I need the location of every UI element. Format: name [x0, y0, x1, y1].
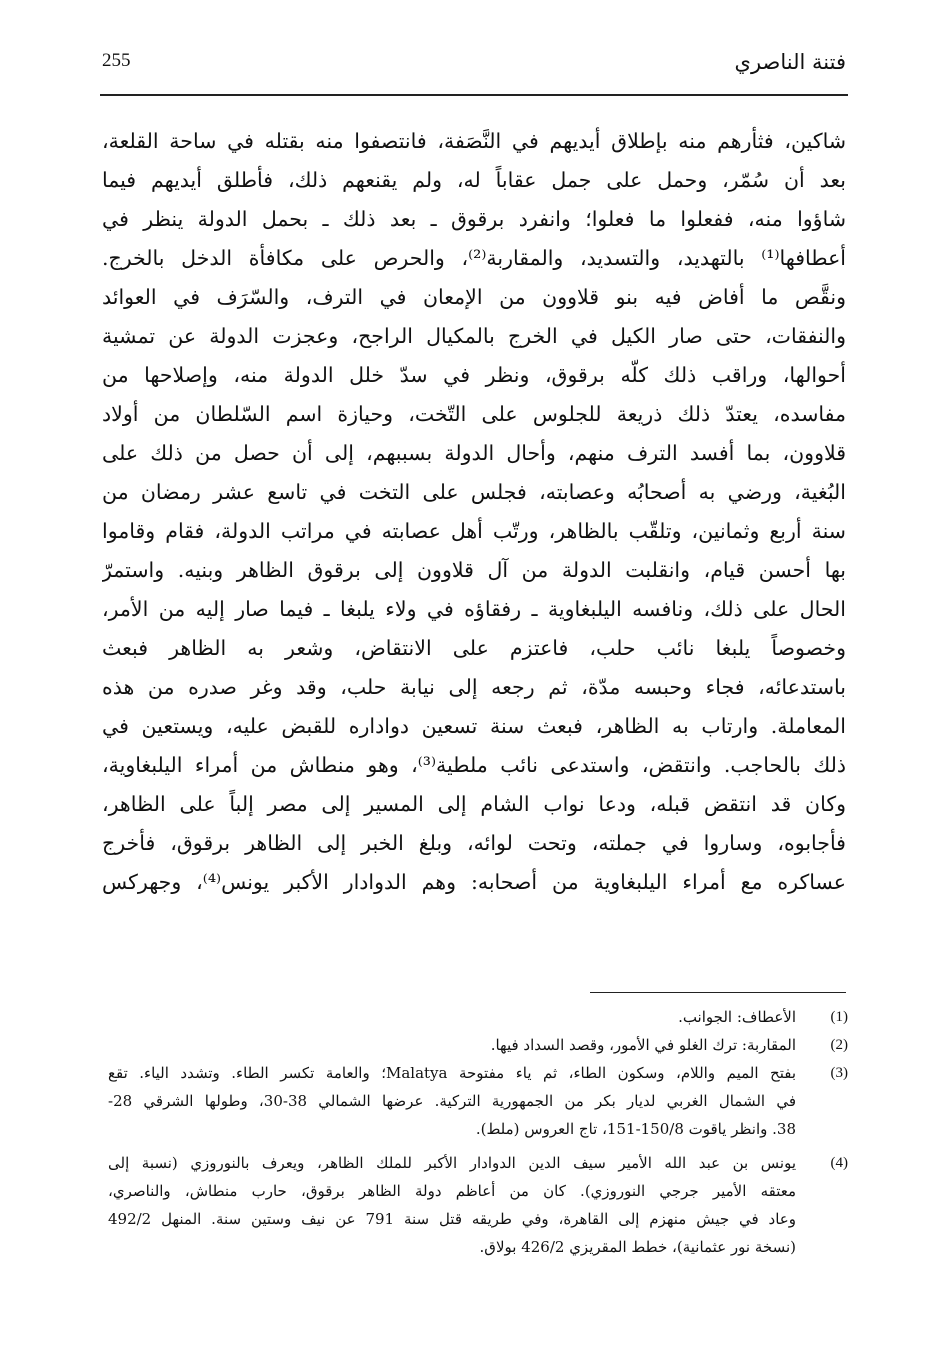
footnote-marker: (1) [830, 1009, 848, 1025]
text-line: مفاسده، يعتدّ ذلك ذريعة للجلوس على التّخت، وحيازة اسم السّلطان من أولاد [102, 402, 846, 426]
text-line: قلاوون، بما أفسد الترف منهم، وأحال الدولة بسببهم، إلى أن حصل من ذلك على [102, 441, 846, 465]
text-line: بها أحسن قيام، وانقلبت الدولة من آل قلاوون إلى برقوق الظاهر وبنيه. واستمرّ [102, 558, 846, 582]
text-line: باستدعائه، فجاء وحبسه مدّة، ثم رجعه إلى نيابة حلب، وقد وغر صدره من هذه [102, 675, 846, 699]
footnote-4-cont [108, 1205, 848, 1233]
footnote-4 [108, 1149, 848, 1177]
text-line: ذلك بالحاجب. وانتقض، واستدعى نائب ملطية⁽³⁾، وهو منطاش من أمراء اليلبغاوية، [102, 753, 846, 777]
text-line: وكان قد انتقض قبله، ودعا نواب الشام إلى المسير إلى مصر إلباً على الظاهر، [102, 792, 846, 816]
main-text [102, 122, 846, 902]
footnote-text: معتقه الأمير جرجي النوروزي). كان من أعاظم دولة الظاهر برقوق، حارب منطاش، والناصري، [108, 1182, 796, 1200]
text-line: عساكره مع أمراء اليلبغاوية من أصحابه: وهم الدوادار الأكبر يونس⁽⁴⁾، وجهركس [102, 870, 846, 894]
footnote-marker: (2) [830, 1037, 848, 1053]
footnote-text: (نسخة نور عثمانية)، خطط المقريزي 426/2 بولاق. [479, 1238, 796, 1256]
page-number: 255 [102, 50, 131, 71]
footnote-4-cont [108, 1233, 848, 1261]
footnotes [108, 1003, 848, 1261]
footnote-text: الأعطاف: الجوانب. [678, 1008, 796, 1026]
text-line: سنة أربع وثمانين، وتلقّب بالظاهر، ورتّب أهل عصابته في مراتب الدولة، فقام وقاموا [102, 519, 846, 543]
text-line: وخصوصاً يلبغا نائب حلب، فاعتزم على الانتقاض، وشعر به الظاهر فبعث [102, 636, 846, 660]
text-line: أحوالها، وراقب ذلك كلّه برقوق، ونظر في سدّ خلل الدولة منه، وإصلاحها من [102, 363, 846, 387]
footnote-3-cont [108, 1115, 848, 1143]
footnote-text: يونس بن عبد الله الأمير سيف الدين الدوادار الأكبر للملك الظاهر، ويعرف بالنوروزي (نسبة إلى [108, 1154, 796, 1172]
text-line: ونقَّص ما أفاض فيه بنو قلاوون من الإمعان في الترف، والسّرَف في العوائد [102, 285, 846, 309]
footnote-text: المقاربة: ترك الغلو في الأمور، وقصد السداد فيها. [490, 1036, 796, 1054]
footnote-4-cont [108, 1177, 848, 1205]
text-line: أعطافها⁽¹⁾ بالتهديد، والتسديد، والمقاربة⁽²⁾، والحرص على مكافأة الدخل بالخرج. [102, 246, 846, 270]
footnote-text: بفتح الميم واللام، وسكون الطاء، ثم ياء مفتوحة Malatya؛ والعامة تكسر الطاء. وتشدد الياء. تقع [108, 1064, 796, 1082]
footnote-marker: (3) [830, 1065, 848, 1081]
text-line: بعد أن سُمّر، وحمل على جمل عقاباً له، ولم يقنعهم ذلك، فأطلق أيديهم فيما [102, 168, 846, 192]
footnote-text: 38. وانظر ياقوت 150/8-151، تاج العروس (ملط). [475, 1120, 796, 1138]
text-line: شاؤوا منه، ففعلوا ما فعلوا؛ وانفرد برقوق ـ بعد ذلك ـ بحمل الدولة ينظر في [102, 207, 846, 231]
text-line: الحال على ذلك، ونافسه اليلبغاوية ـ رفقاؤه في ولاء يلبغا ـ فيما صار إليه من الأمر، [102, 597, 846, 621]
text-line: والنفقات، حتى صار الكيل في الخرج بالمكيال الراجح، وعجزت الدولة عن تمشية [102, 324, 846, 348]
footnote-separator [590, 992, 846, 993]
page-header [100, 44, 848, 96]
text-line: فأجابوه، وساروا في جملته، وتحت لوائه، وبلغ الخبر إلى الظاهر برقوق، فأخرج [102, 831, 846, 855]
footnote-3-cont [108, 1087, 848, 1115]
running-title: فتنة الناصري [734, 50, 846, 74]
text-line: المعاملة. وارتاب به الظاهر، فبعث سنة تسعين دواداره للقبض عليه، ويستعين في [102, 714, 846, 738]
footnote-text: في الشمال الغربي لديار بكر من الجمهورية التركية. عرضها الشمالي 38-30، وطولها الشرقي 28- [108, 1092, 796, 1110]
footnote-2 [108, 1031, 848, 1059]
text-line: البُغية، ورضي به أصحابُه وعصابته، فجلس على التخت في تاسع عشر رمضان من [102, 480, 846, 504]
text-line: شاكين، فثأرهم منه بإطلاق أيديهم في النَّصَفة، فانتصفوا منه بقتله في ساحة القلعة، [102, 129, 846, 153]
footnote-3 [108, 1059, 848, 1087]
footnote-text: وعاد في جيش منهزم إلى القاهرة، وفي طريقه قتل سنة 791 عن نيف وستين سنة. المنهل 492/2 [108, 1210, 796, 1228]
footnote-1 [108, 1003, 848, 1031]
footnote-marker: (4) [830, 1155, 848, 1171]
